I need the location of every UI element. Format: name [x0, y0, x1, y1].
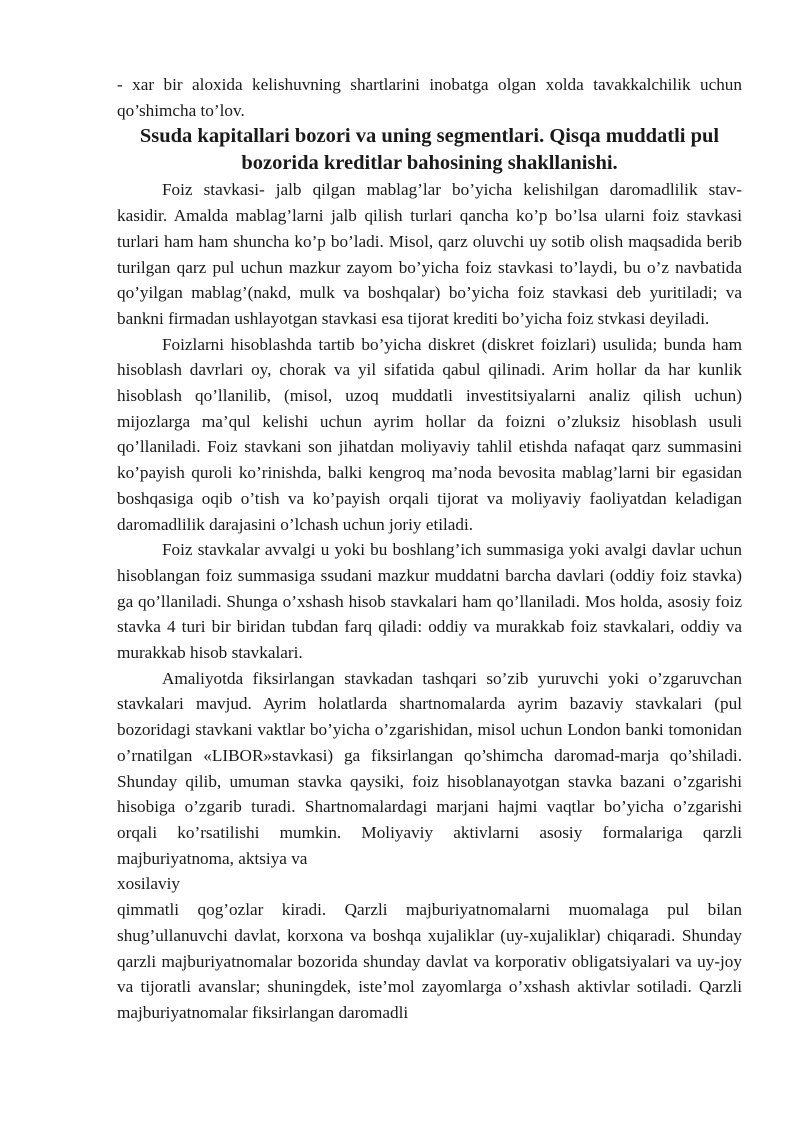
orphan-line: xosilaviy: [117, 874, 181, 894]
paragraph-interest-types: Foiz stavkalar avvalgi u yoki bu boshlang’ich summasiga yoki avalgi davlar uchun hisoblangan foiz summasiga ssudani mazkur muddatni barcha davlari (oddiy foiz stavka) ga qo’llaniladi. Shunga o’xshash hisob stavkalari ham qo’llaniladi. Mos holda, asosiy foiz stavka 4 turi bir biridan tubdan farq qiladi: oddiy va murakkab foiz stavkalari, oddiy va murakkab hisob stavkalari.: [117, 540, 742, 663]
section-heading: Ssuda kapitallari bozori va uning segmentlari. Qisqa muddatli pul bozorida kreditlar bahosining shakllanishi.: [139, 125, 720, 175]
intro-paragraph: - xar bir aloxida kelishuvning shartlarini inobatga olgan xolda tavakkalchilik uchun qo’shimcha to’lov.: [117, 75, 742, 120]
document-page: [117, 72, 742, 1026]
paragraph-interest-calculation: Foizlarni hisoblashda tartib bo’yicha diskret (diskret foizlari) usulida; bunda ham hisoblash davrlari oy, chorak va yil sifatida qabul qilinadi. Arim hollar da har kunlik hisoblash qo’llanilib, (misol, uzoq muddatli investitsiyalarni analiz qilish uchun) mijozlarga ma’qul kelishi uchun ayrim hollar da foizni o’zluksiz hisoblash usuli qo’llaniladi. Foiz stavkani son jihatdan moliyaviy tahlil etishda nafaqat qarz summasini ko’payish quroli ko’rinishda, balki kengroq ma’noda bevosita mablag’larni bir egasidan boshqasiga oqib o’tish va ko’payish orqali tijorat va moliyaviy faoliyatdan keladigan daromadlilik darajasini o’lchash uchun joriy etiladi.: [117, 334, 742, 534]
paragraph-floating-rates: Amaliyotda fiksirlangan stavkadan tashqari so’zib yuruvchi yoki o’zgaruvchan stavkalari mavjud. Ayrim holatlarda shartnomalarda ayrim bazaviy stavkalari (pul bozoridagi stavkani vaktlar bo’yicha o’zgarishidan, misol uchun London banki tomonidan o’rnatilgan «LIBOR»stavkasi) ga fiksirlangan qo’shimcha daromad-marja qo’shiladi. Shunday qilib, umuman stavka qaysiki, foiz hisoblanayotgan stavka bazani o’zgarishi hisobiga o’zgarib turadi. Shartnomalardagi marjani hajmi vaqtlar bo’yicha o’zgarishi orqali ko’rsatilishi mumkin. Moliyaviy aktivlarni asosiy formalariga qarzli majburiyatnoma, aktsiya va: [117, 668, 742, 868]
paragraph-debt-obligations: qimmatli qog’ozlar kiradi. Qarzli majburiyatnomalarni muomalaga pul bilan shug’ullanuvchi davlat, korxona va boshqa xujaliklar (uy-xujaliklar) chiqaradi. Shunday qarzli majburiyatnomalar bozorida shunday davlat va korporativ obligatsiyalari va uy-joy va tijoratli avanslar; shuningdek, iste’mol zayomlarga o’xshash aktivlar sotiladi. Qarzli majburiyatnomalar fiksirlangan daromadli: [117, 900, 742, 1022]
paragraph-interest-rate-definition: Foiz stavkasi- jalb qilgan mablag’lar bo’yicha kelishilgan daromadlilik stav- kasidir. Amalda mablag’larni jalb qilish turlari qancha ko’p bo’lsa ularni foiz stavkasi turlari ham ham shuncha ko’p bo’ladi. Misol, qarz oluvchi uy sotib olish maqsadida berib turilgan qarz pul uchun mazkur zayom bo’yicha foiz stavkasi to’laydi, bu o’z navbatida qo’yilgan mablag’(nakd, mulk va boshqalar) bo’yicha foiz stavkasi deb yuritiladi; va bankni firmadan ushlayotgan stavkasi esa tijorat krediti bo’yicha foiz stvkasi deyiladi.: [117, 180, 742, 328]
